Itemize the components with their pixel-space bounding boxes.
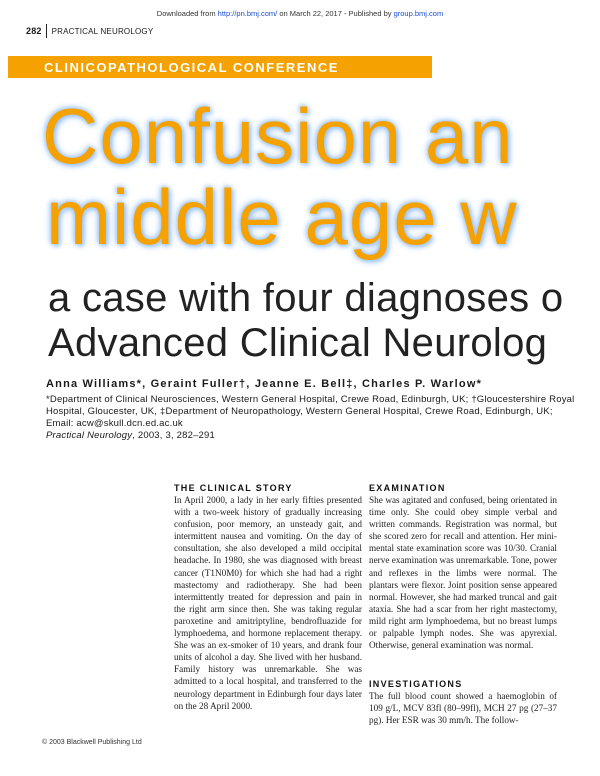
citation-journal: Practical Neurology	[46, 430, 133, 441]
running-head	[26, 24, 153, 38]
author-affiliations: *Department of Clinical Neurosciences, Western General Hospital, Crewe Road, Edinburgh, UK; †Gloucestershire Royal Hospital, Gloucester, UK, ‡Department of Neuropathology, Western General Hospital, Crewe Road, Edinburgh, UK; Email: acw@skull.dcn.ed.ac.uk	[46, 394, 575, 429]
heading-examination: EXAMINATION	[369, 483, 446, 493]
author-list: Anna Williams*, Geraint Fuller†, Jeanne E. Bell‡, Charles P. Warlow*	[46, 378, 483, 390]
article-title-line-2: middle age w	[46, 173, 518, 261]
download-middle: on March 22, 2017 - Published by	[277, 9, 394, 18]
journal-name: PRACTICAL NEUROLOGY	[51, 26, 154, 36]
citation	[46, 430, 215, 441]
heading-clinical-story: THE CLINICAL STORY	[174, 483, 293, 493]
article-subtitle-line-1: a case with four diagnoses o	[48, 276, 564, 320]
download-notice	[0, 9, 600, 18]
section-banner	[8, 56, 432, 78]
article-subtitle-line-2: Advanced Clinical Neurolog	[48, 321, 548, 365]
clinical-story-text: In April 2000, a lady in her early fifties presented with a two-week history of gradually increasing confusion, poor memory, an unsteady gait, and intermittent nausea and vomiting. On the day of consultation, she also developed a mild occipital headache. In 1980, she was diagnosed with breast cancer (T1N0M0) for which she had had a right mastectomy and radiotherapy. She had been intermittently treated for depression and pain in the right arm since then. She was taking regular paroxetine and amitriptyline, bendrofluazide for lymphoedema, and hormone replacement therapy. She was an ex-smoker of 10 years, and drank four units of alcohol a day. She lived with her husband. Family history was unremarkable. She was admitted to a local hospital, and transferred to the neurology department in Edinburgh four days later on the 28 April 2000.	[174, 495, 362, 711]
running-head-divider	[46, 24, 47, 38]
examination-text: She was agitated and confused, being orientated in time only. She could obey simple verbal and written commands. Registration was normal, but she scored zero for recall and attention. Her mini-mental state examination score was 10/30. Cranial nerve examination was unremarkable. Tone, power and reflexes in the limbs were normal. The plantars were flexor. Joint position sense appeared normal. However, she had marked truncal and gait ataxia. She had a scar from her right mastectomy, mild right arm lymphoedema, but no breast lumps or palpable lymph nodes. She was apyrexial. Otherwise, general examination was normal.	[369, 495, 557, 651]
section-banner-label: CLINICOPATHOLOGICAL CONFERENCE	[44, 60, 339, 75]
download-prefix: Downloaded from	[156, 9, 218, 18]
investigations-text: The full blood count showed a haemoglobin of 109 g/L, MCV 83fl (80–99fl), MCH 27 pg (27–37 pg). Her ESR was 30 mm/h. The follow-	[369, 691, 557, 726]
page-number: 282	[26, 26, 42, 36]
copyright-notice: © 2003 Blackwell Publishing Ltd	[42, 739, 142, 746]
publisher-link[interactable]: group.bmj.com	[393, 9, 444, 18]
citation-details: , 2003, 3, 282–291	[132, 430, 216, 441]
article-title-line-1: Confusion an	[42, 92, 514, 180]
journal-link[interactable]: http://pn.bmj.com/	[217, 9, 278, 18]
heading-investigations: INVESTIGATIONS	[369, 679, 463, 689]
